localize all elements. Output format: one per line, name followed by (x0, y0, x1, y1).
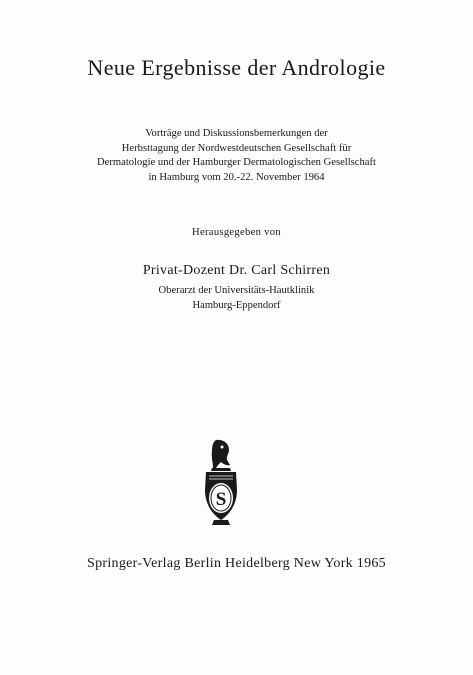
subtitle-line: in Hamburg vom 20.-22. November 1964 (148, 171, 325, 183)
subtitle-line: Dermatologie und der Hamburger Dermatologischen Gesellschaft (97, 157, 376, 168)
editor-name: Privat-Dozent Dr. Carl Schirren (142, 263, 331, 278)
publisher-line: Springer-Verlag Berlin Heidelberg New York 1965 (87, 556, 386, 571)
editor-affiliation (0, 284, 473, 313)
book-title: Neue Ergebnisse der Andrologie (87, 55, 386, 80)
affiliation-line: Oberarzt der Universitäts-Hautklinik (158, 285, 315, 296)
conference-subtitle (40, 127, 433, 185)
subtitle-line: Herbsttagung der Nordwestdeutschen Gesellschaft für (121, 142, 352, 154)
editor-label: Herausgegeben von (192, 227, 281, 238)
springer-knight-logo-icon (196, 438, 246, 526)
logo-letter: S (215, 489, 227, 510)
affiliation-line: Hamburg-Eppendorf (192, 299, 281, 311)
subtitle-line: Vorträge und Diskussionsbemerkungen der (145, 128, 328, 139)
